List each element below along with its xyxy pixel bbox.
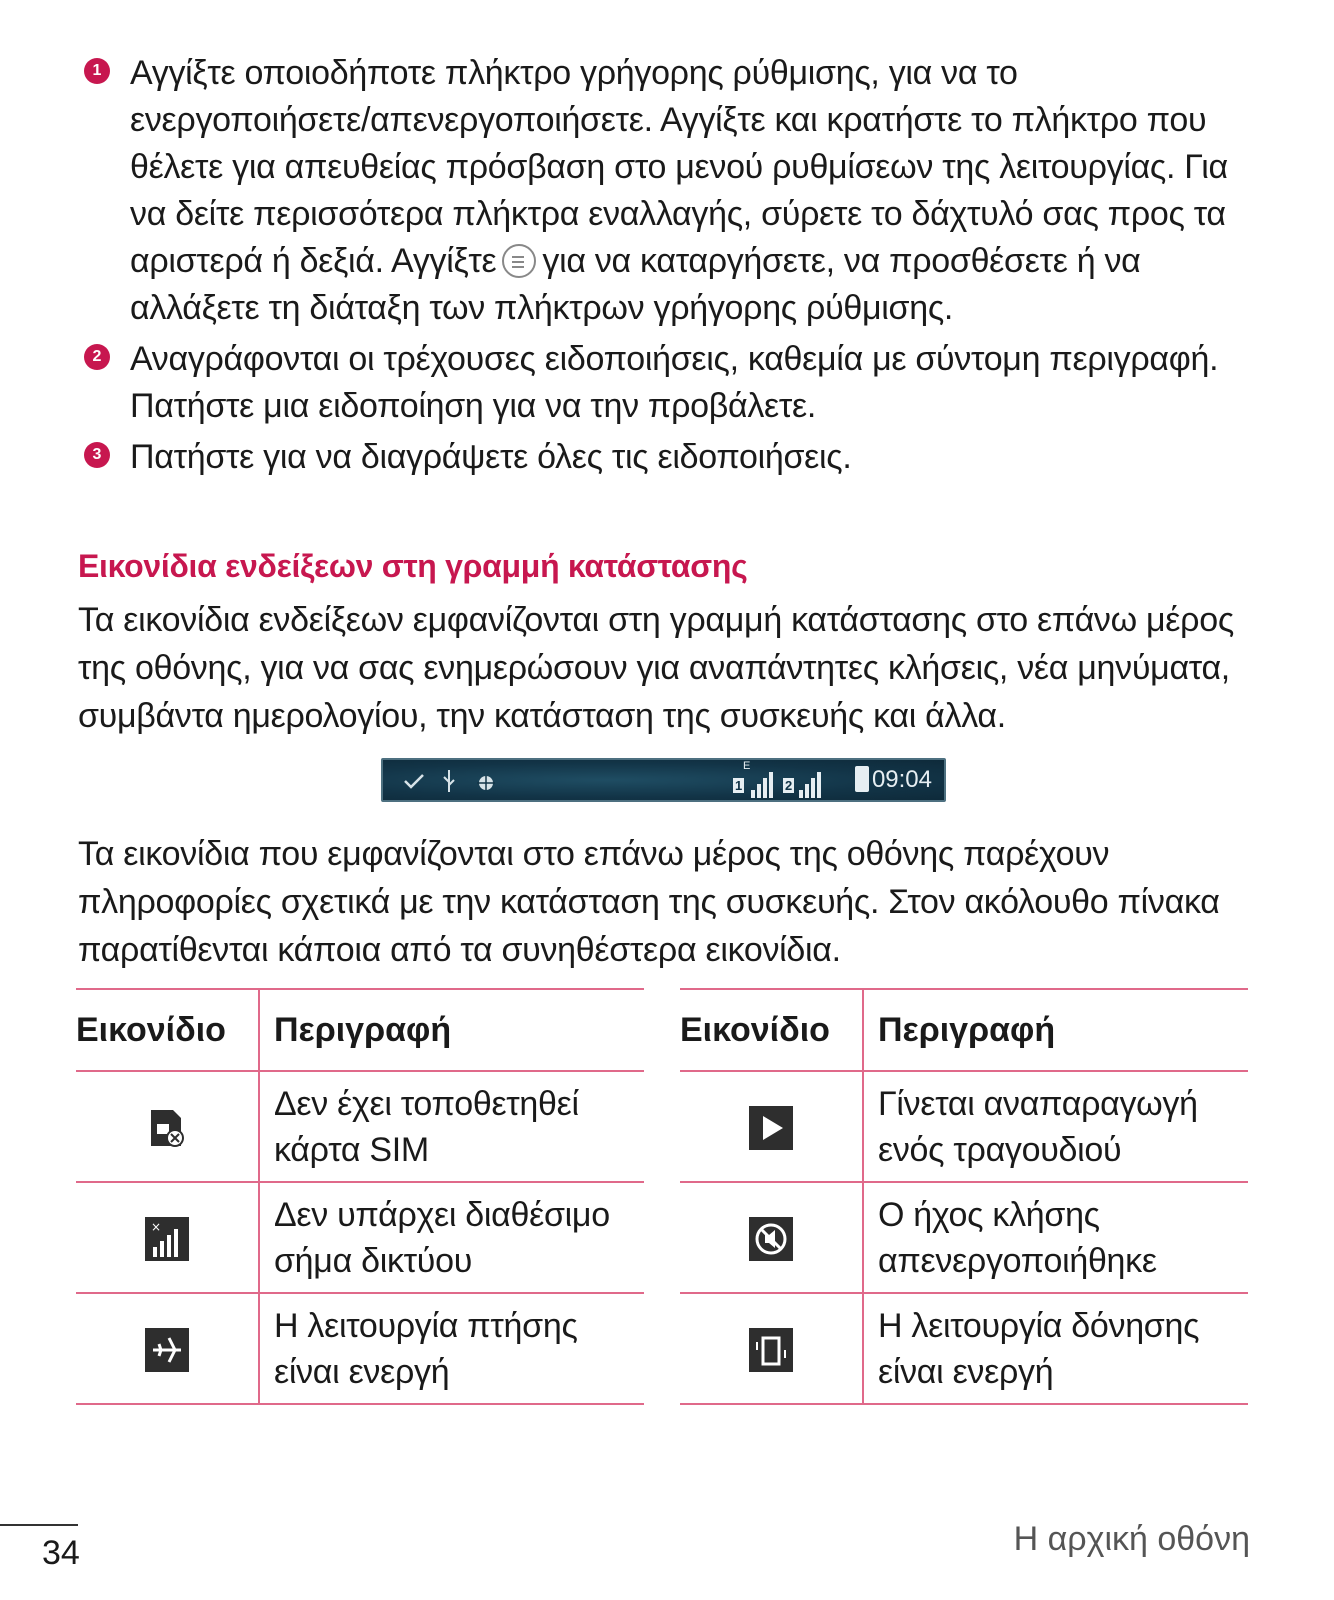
svg-text:×: × bbox=[151, 1220, 161, 1234]
description-cell: Γίνεται αναπαραγωγή ενός τραγουδιού bbox=[863, 1071, 1248, 1182]
description-cell: Δεν έχει τοποθετηθεί κάρτα SIM bbox=[259, 1071, 644, 1182]
vibrate-icon bbox=[749, 1328, 793, 1372]
table-row bbox=[76, 1293, 644, 1404]
list-item-2 bbox=[84, 336, 1264, 430]
list-item-3 bbox=[84, 434, 1264, 481]
airplane-icon bbox=[145, 1328, 189, 1372]
description-cell: Η λειτουργία δόνησης είναι ενεργή bbox=[863, 1293, 1248, 1404]
list-item-1 bbox=[84, 50, 1264, 332]
usb-icon bbox=[441, 768, 457, 794]
table-row bbox=[680, 1293, 1248, 1404]
icons-table-right bbox=[680, 988, 1248, 1405]
battery-icon bbox=[855, 766, 869, 792]
page-number: 34 bbox=[42, 1534, 80, 1572]
check-icon bbox=[403, 772, 425, 790]
number-badge: 2 bbox=[84, 344, 110, 370]
footer-divider bbox=[0, 1524, 78, 1526]
paragraph-1: Τα εικονίδια ενδείξεων εμφανίζονται στη γραμμή κατάστασης στο επάνω μέρος της οθόνης, για να σας ενημερώσουν για αναπάντητες κλήσεις, νέα μηνύματα, συμβάντα ημερολογίου, την κατάσταση της συσκευής και άλλα. bbox=[78, 601, 1234, 735]
description-cell: Ο ήχος κλήσης απενεργοποιήθηκε bbox=[863, 1182, 1248, 1293]
icons-table-left bbox=[76, 988, 644, 1405]
number-badge: 3 bbox=[84, 442, 110, 468]
table-row bbox=[680, 1182, 1248, 1293]
table-header-row bbox=[680, 989, 1248, 1071]
item-text bbox=[130, 50, 1264, 332]
header-icon: Εικονίδιο bbox=[680, 989, 863, 1071]
item-text-before: Αγγίξτε οποιοδήποτε πλήκτρο γρήγορης ρύθμισης, για να το ενεργοποιήσετε/απενεργοποιήσετε. Αγγίξτε και κρατήστε το πλήκτρο που θέλετε για απευθείας πρόσβαση στο μενού ρυθμίσεων της λειτουργίας. Για να δείτε περισσότερα πλήκτρα εναλλαγής, σύρετε το δάχτυλό σας προς τα αριστερά ή δεξιά. Αγγίξτε bbox=[130, 54, 1228, 280]
item-text: Πατήστε για να διαγράψετε όλες τις ειδοποιήσεις. bbox=[130, 438, 852, 476]
table-row bbox=[680, 1071, 1248, 1182]
sim1-label: 1 bbox=[735, 778, 743, 793]
section-title: Η αρχική οθόνη bbox=[1013, 1520, 1250, 1558]
item-text: Αναγράφονται οι τρέχουσες ειδοποιήσεις, καθεμία με σύντομη περιγραφή. Πατήστε μια ειδοποίηση για να την προβάλετε. bbox=[130, 340, 1219, 425]
play-icon bbox=[749, 1106, 793, 1150]
network-type-label: E bbox=[743, 760, 751, 772]
ringer-off-icon bbox=[749, 1217, 793, 1261]
android-debug-icon bbox=[475, 770, 497, 792]
table-row bbox=[76, 1182, 644, 1293]
header-icon: Εικονίδιο bbox=[76, 989, 259, 1071]
no-signal-icon bbox=[145, 1217, 189, 1261]
edit-quick-settings-icon bbox=[502, 244, 536, 278]
status-bar-image bbox=[381, 758, 946, 802]
paragraph-2: Τα εικονίδια που εμφανίζονται στο επάνω μέρος της οθόνης παρέχουν πληροφορίες σχετικά με την κατάσταση της συσκευής. Στον ακόλουθο πίνακα παρατίθενται κάποια από τα συνηθέστερα εικονίδια. bbox=[78, 835, 1220, 969]
sim2-label: 2 bbox=[785, 778, 793, 793]
table-row bbox=[76, 1071, 644, 1182]
table-header-row bbox=[76, 989, 644, 1071]
clock: 09:04 bbox=[871, 766, 932, 793]
signal-bars bbox=[793, 768, 823, 798]
description-cell: Η λειτουργία πτήσης είναι ενεργή bbox=[259, 1293, 644, 1404]
header-description: Περιγραφή bbox=[863, 989, 1248, 1071]
number-badge: 1 bbox=[84, 58, 110, 84]
section-heading: Εικονίδια ενδείξεων στη γραμμή κατάστασης bbox=[78, 548, 748, 584]
header-description: Περιγραφή bbox=[259, 989, 644, 1071]
item-text-after: για να καταργήσετε, να προσθέσετε ή να αλλάξετε τη διάταξη των πλήκτρων γρήγορης ρύθμισης. bbox=[130, 242, 1141, 327]
description-cell: Δεν υπάρχει διαθέσιμο σήμα δικτύου bbox=[259, 1182, 644, 1293]
no-sim-icon bbox=[147, 1106, 187, 1150]
signal-bars bbox=[745, 768, 775, 798]
